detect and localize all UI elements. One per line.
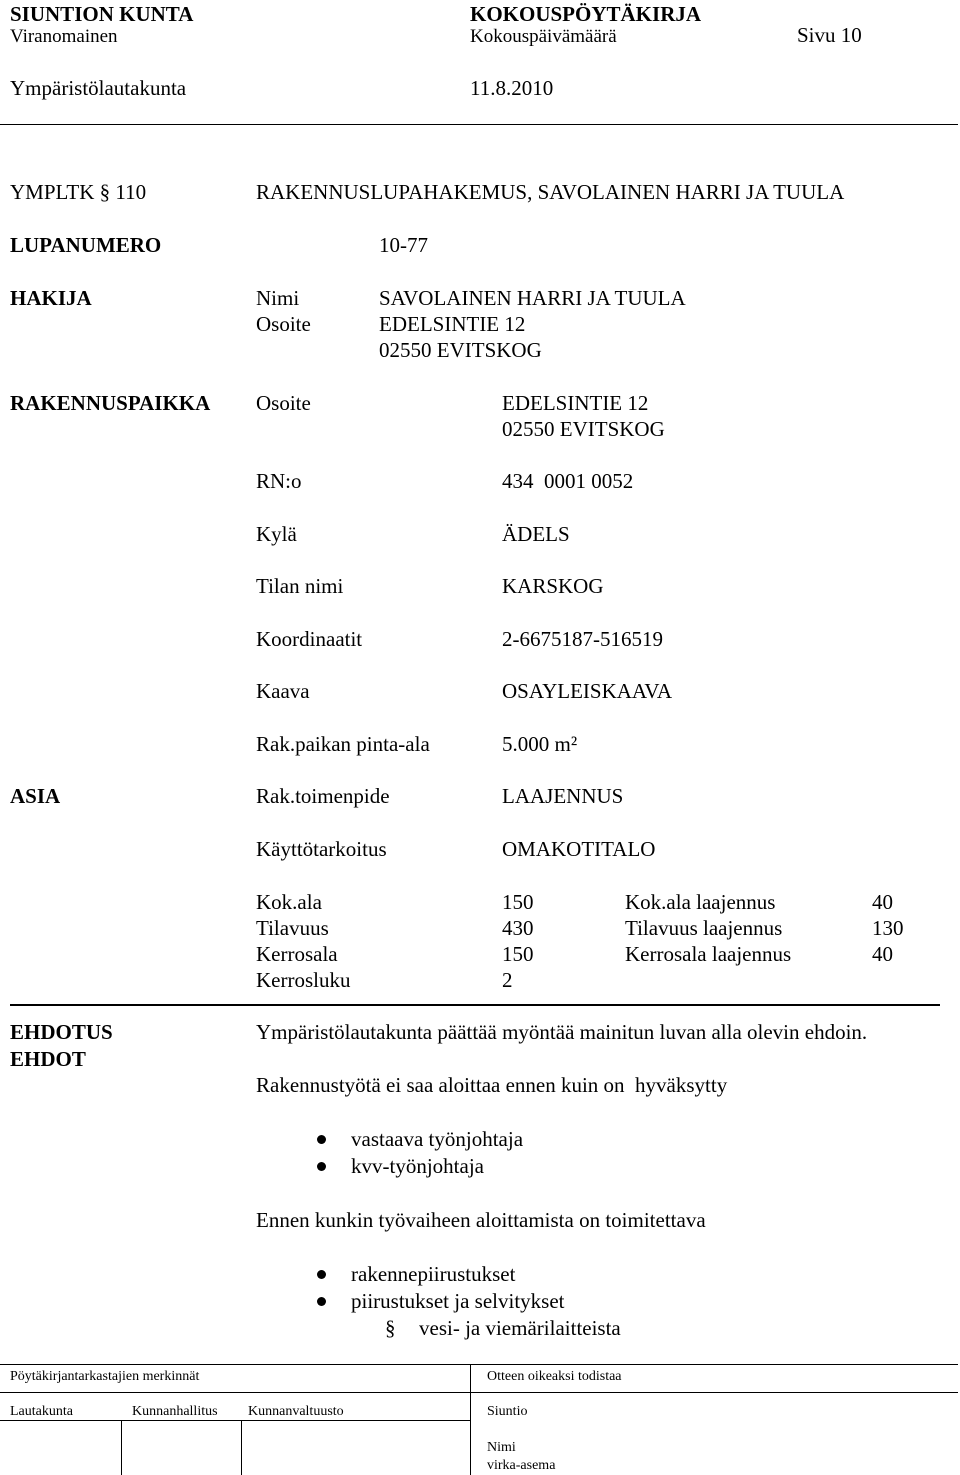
initials-label: Pöytäkirjantarkastajien merkinnät: [10, 1369, 200, 1384]
footer-top-border: [0, 1364, 958, 1365]
measure-extension-value: 130: [872, 916, 904, 940]
footer-position-label: virka-asema: [487, 1458, 556, 1473]
measure-extension-value: 40: [872, 942, 893, 966]
rn-label: RN:o: [256, 469, 302, 493]
village-label: Kylä: [256, 522, 297, 546]
estate-value: KARSKOG: [502, 574, 604, 598]
applicant-section-label: HAKIJA: [10, 286, 92, 310]
footer-row-border: [0, 1420, 470, 1421]
certified-label: Otteen oikeaksi todistaa: [487, 1369, 622, 1384]
condition-paragraph: Rakennustyötä ei saa aloittaa ennen kuin on hyväksytty: [256, 1073, 728, 1097]
footer-kunnanhallitus: Kunnanhallitus: [132, 1404, 218, 1419]
action-label: Rak.toimenpide: [256, 784, 390, 808]
action-value: LAAJENNUS: [502, 784, 624, 808]
header-divider: [0, 124, 958, 125]
footer-column-divider: [121, 1420, 122, 1475]
measure-extension-label: Kerrosala laajennus: [625, 942, 792, 966]
estate-label: Tilan nimi: [256, 574, 344, 598]
footer-lautakunta: Lautakunta: [10, 1404, 73, 1419]
site-address-line2: 02550 EVITSKOG: [502, 417, 665, 441]
coordinates-label: Koordinaatit: [256, 627, 363, 651]
measure-extension-label: Tilavuus laajennus: [625, 916, 783, 940]
page-number: Sivu 10: [797, 23, 862, 47]
measure-label: Kok.ala: [256, 890, 322, 914]
list-item: vastaava työnjohtaja: [351, 1127, 524, 1151]
bullet-icon: [317, 1135, 326, 1144]
section-divider: [10, 1004, 940, 1006]
rn-value: 434 0001 0052: [502, 469, 634, 493]
list-item: kvv-työnjohtaja: [351, 1154, 484, 1178]
measure-label: Kerrosala: [256, 942, 338, 966]
footer-kunnanvaltuusto: Kunnanvaltuusto: [248, 1404, 344, 1419]
conditions-section-label: EHDOT: [10, 1047, 86, 1071]
site-area-label: Rak.paikan pinta-ala: [256, 732, 430, 756]
permit-number: 10-77: [379, 233, 428, 257]
bullet-icon: [317, 1297, 326, 1306]
case-reference: YMPLTK § 110: [10, 180, 147, 204]
applicant-address-label: Osoite: [256, 312, 311, 336]
footer-row-border: [0, 1392, 958, 1393]
measure-value: 150: [502, 890, 534, 914]
footer-name-label: Nimi: [487, 1440, 516, 1455]
measure-value: 430: [502, 916, 534, 940]
authority-label: Viranomainen: [10, 26, 118, 47]
site-section-label: RAKENNUSPAIKKA: [10, 391, 211, 415]
measure-value: 150: [502, 942, 534, 966]
measure-extension-value: 40: [872, 890, 893, 914]
applicant-address-line2: 02550 EVITSKOG: [379, 338, 542, 362]
footer-column-divider: [470, 1364, 471, 1475]
measure-extension-label: Kok.ala laajennus: [625, 890, 776, 914]
use-value: OMAKOTITALO: [502, 837, 656, 861]
measure-label: Kerrosluku: [256, 968, 351, 992]
bullet-icon: [317, 1270, 326, 1279]
use-label: Käyttötarkoitus: [256, 837, 387, 861]
applicant-address-line1: EDELSINTIE 12: [379, 312, 526, 336]
applicant-name: SAVOLAINEN HARRI JA TUULA: [379, 286, 686, 310]
section-sign-icon: §: [385, 1316, 396, 1340]
site-address-label: Osoite: [256, 391, 311, 415]
applicant-name-label: Nimi: [256, 286, 300, 310]
list-item: rakennepiirustukset: [351, 1262, 516, 1286]
footer-place: Siuntio: [487, 1404, 528, 1419]
site-address-line1: EDELSINTIE 12: [502, 391, 649, 415]
document-type: KOKOUSPÖYTÄKIRJA: [470, 2, 702, 26]
proposal-section-label: EHDOTUS: [10, 1020, 113, 1044]
permit-label: LUPANUMERO: [10, 233, 162, 257]
footer-column-divider: [241, 1420, 242, 1475]
bullet-icon: [317, 1162, 326, 1171]
village-value: ÄDELS: [502, 522, 570, 546]
list-item: piirustukset ja selvitykset: [351, 1289, 565, 1313]
authority-name: Ympäristölautakunta: [10, 76, 187, 100]
measure-value: 2: [502, 968, 513, 992]
condition-paragraph: Ennen kunkin työvaiheen aloittamista on toimitettava: [256, 1208, 706, 1232]
plan-value: OSAYLEISKAAVA: [502, 679, 672, 703]
measure-label: Tilavuus: [256, 916, 329, 940]
case-title: RAKENNUSLUPAHAKEMUS, SAVOLAINEN HARRI JA TUULA: [256, 180, 845, 204]
municipality-name: SIUNTION KUNTA: [10, 2, 194, 26]
meeting-date: 11.8.2010: [470, 76, 554, 100]
decision-text: Ympäristölautakunta päättää myöntää mainitun luvan alla olevin ehdoin.: [256, 1020, 868, 1044]
plan-label: Kaava: [256, 679, 310, 703]
matter-section-label: ASIA: [10, 784, 61, 808]
sub-list-item: vesi- ja viemärilaitteista: [419, 1316, 621, 1340]
meeting-date-label: Kokouspäivämäärä: [470, 26, 617, 47]
coordinates-value: 2-6675187-516519: [502, 627, 663, 651]
site-area-value: 5.000 m²: [502, 732, 578, 756]
